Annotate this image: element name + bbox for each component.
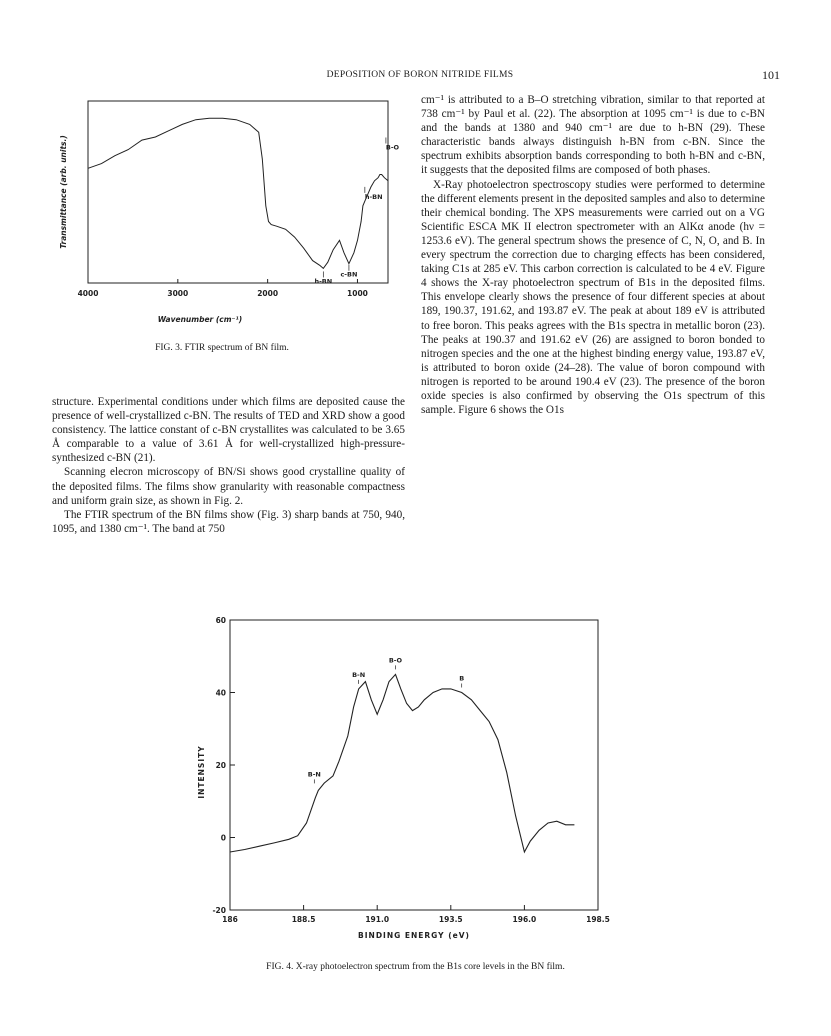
- fig4-annotations: [308, 656, 464, 783]
- fig4-annotation-label: B-N: [307, 770, 321, 779]
- fig3-tick-label: 3000: [167, 289, 189, 298]
- fig3-annotation-label: h-BN: [314, 277, 333, 286]
- fig4-annotation-label: B-O: [388, 656, 403, 665]
- fig4-xtick-label: 198.5: [586, 915, 610, 924]
- right-column-text: [421, 93, 765, 417]
- left-paragraph-2: Scanning elecron microscopy of BN/Si shows good crystalline quality of the deposited films. The films show granularity with reasonable compactness and uniform grain size, as shown in Fig. 2.: [52, 466, 405, 507]
- fig4-caption: FIG. 4. X-ray photoelectron spectrum from the B1s core levels in the BN film.: [266, 962, 565, 972]
- fig4-annotation-label: B-N: [352, 670, 366, 679]
- fig3-xlabel: Wavenumber (cm⁻¹): [157, 315, 243, 324]
- left-paragraph-3: The FTIR spectrum of the BN films show (Fig. 3) sharp bands at 750, 940, 1095, and 1380 cm⁻¹. The band at 750: [52, 508, 405, 535]
- fig4-ytick-label: -20: [212, 906, 226, 915]
- fig4-ytick-label: 20: [215, 761, 226, 770]
- fig4-ytick-label: 40: [215, 688, 226, 698]
- fig4-y-axis-ticks: [212, 616, 235, 915]
- fig3-tick-label: 4000: [77, 289, 99, 298]
- fig4-xtick-label: 196.0: [512, 915, 537, 924]
- right-paragraph-1: cm⁻¹ is attributed to a B–O stretching vibration, similar to that reported at 738 cm⁻¹ by Paul et al. (22). The absorption at 1095 cm⁻¹ is due to c-BN and the bands at 1380 and 940 cm⁻¹ are due to h-BN (29). These characteristic bands always distinguish h-BN from c-BN. Since the spectrum exhibits absorption bands corresponding to both h-BN and c-BN, it suggests that the deposited films are composed of both phases.: [421, 94, 765, 177]
- fig4-ytick-label: 0: [220, 833, 226, 843]
- fig3-annotation-label: h-BN: [364, 192, 383, 201]
- fig3-annotation-label: B-O: [385, 143, 400, 152]
- fig4-xtick-label: 191.0: [365, 915, 390, 924]
- fig3-tick-label: 1000: [347, 289, 368, 298]
- fig3-series-group: [88, 118, 388, 268]
- fig4-annotation-label: B: [459, 674, 465, 683]
- left-column-text: [52, 395, 405, 536]
- fig4-xps-plot: [180, 612, 640, 942]
- fig3-tick-label: 2000: [257, 289, 279, 298]
- fig3-ftir-plot: [40, 92, 400, 332]
- fig4-xtick-label: 186: [222, 915, 238, 924]
- fig3-caption: FIG. 3. FTIR spectrum of BN film.: [155, 343, 289, 353]
- fig4-plot-frame: [230, 620, 598, 910]
- fig3-annotation-label: c-BN: [340, 270, 358, 279]
- fig4-xtick-label: 188.5: [291, 915, 316, 924]
- fig4-ytick-label: 60: [215, 616, 226, 625]
- fig4-xtick-label: 193.5: [438, 915, 463, 924]
- fig3-plot-frame: [88, 101, 388, 286]
- fig3-ylabel: Transmittance (arb. units.): [59, 135, 68, 249]
- fig4-x-axis-ticks: [222, 905, 610, 924]
- fig3-spectrum-line: [88, 118, 388, 268]
- fig4-series-group: [230, 674, 574, 852]
- left-paragraph-1: structure. Experimental conditions under which films are deposited cause the presence of well-crystallized c-BN. The results of TED and XRD show a good consistency. The lattice constant of c-BN crystallites was calculated to be 3.65 Å comparable to a value of 3.61 Å for well-crystallized high-pressure-synthesized c-BN (21).: [52, 396, 405, 465]
- fig4-b1s-spectrum-line: [230, 674, 574, 852]
- fig4-xlabel: BINDING ENERGY (eV): [358, 931, 470, 940]
- page-number: 101: [762, 68, 780, 82]
- fig4-ylabel: INTENSITY: [197, 745, 206, 799]
- right-paragraph-2: X-Ray photoelectron spectroscopy studies were performed to determine the different elements present in the deposited samples and also to determine their chemical bonding. The XPS measurements were carried out on a VG Scientific ESCA MK II electron spectrometer with an AlKα anode (hν = 1253.6 eV). The general spectrum shows the presence of C, N, O, and B. In every spectrum the correction due to charging effects has been considered, taking C1s at 285 eV. This carbon correction is calculated to be 4 eV. Figure 4 shows the X-ray photoelectron spectrum of B1s in the deposited films. This envelope clearly shows the presence of four different species at about 189, 190.37, 191.62, and 193.87 eV. The peak at about 189 eV is attributed to free boron. This peaks agrees with the B1s spectra in metallic boron (23). The peaks at 190.37 and 191.62 eV (26) are assigned to boron bonded to nitrogen species and the one at the highest binding energy value, 193.87 eV, is attributed to boron oxide (24–28). The value of boron compound with nitrogen is reported to be around 190.4 eV (23). The presence of the boron oxide species is also confirmed by observing the O1s spectrum of this sample. Figure 6 shows the O1s: [421, 178, 765, 417]
- running-head: DEPOSITION OF BORON NITRIDE FILMS: [326, 70, 514, 80]
